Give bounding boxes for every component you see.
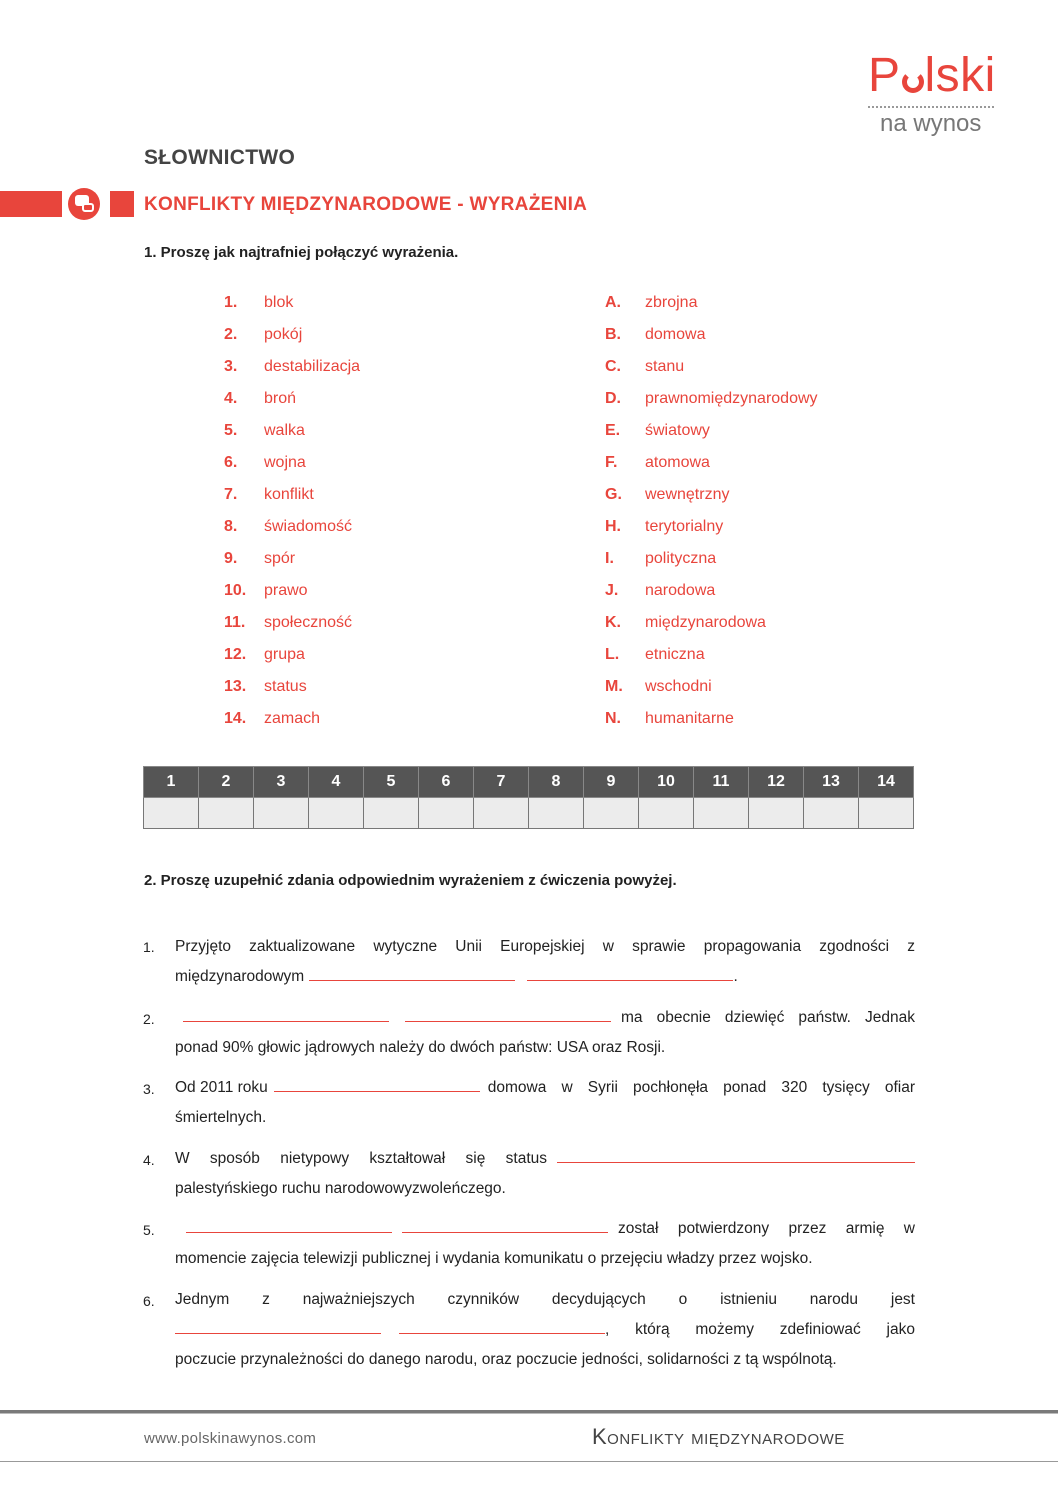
- answer-grid-blank-cell[interactable]: [364, 798, 419, 829]
- list-item-word: zamach: [264, 710, 321, 727]
- answer-grid-header-cell: 1: [144, 767, 199, 798]
- list-item-number: M.: [605, 678, 623, 695]
- logo-wordmark: [868, 49, 1008, 102]
- sentence-6-text: , którą możemy zdefiniować jako: [605, 1321, 915, 1338]
- list-item-word: domowa: [645, 326, 706, 343]
- answer-grid-header-cell: 8: [529, 767, 584, 798]
- sentence-6-line-3: poczucie przynależności do danego narodu, oraz poczucie jedności, solidarności z tą wspólnotą.: [175, 1351, 837, 1368]
- list-item-word: humanitarne: [645, 710, 734, 727]
- list-item-number: J.: [605, 582, 619, 599]
- answer-blank[interactable]: [309, 962, 515, 981]
- list-item-number: 1.: [224, 294, 238, 311]
- sentence-number: 4.: [143, 1152, 155, 1168]
- answer-blank[interactable]: [527, 962, 733, 981]
- accent-band-right: [110, 191, 134, 217]
- answer-blank[interactable]: [186, 1214, 392, 1233]
- list-item-number: 12.: [224, 646, 247, 663]
- sentence-number: 2.: [143, 1011, 155, 1027]
- list-item-word: wewnętrzny: [645, 486, 730, 503]
- answer-grid-header-cell: 9: [584, 767, 639, 798]
- list-item-word: wschodni: [645, 678, 712, 695]
- answer-blank[interactable]: [405, 1003, 611, 1022]
- list-item-word: spór: [264, 550, 296, 567]
- answer-blank[interactable]: [175, 1315, 381, 1334]
- list-item-number: F.: [605, 454, 618, 471]
- sentence-number: 5.: [143, 1222, 155, 1238]
- answer-grid-header-cell: 12: [749, 767, 804, 798]
- sentence-number: 6.: [143, 1293, 155, 1309]
- answer-grid-blank-cell[interactable]: [639, 798, 694, 829]
- list-item-word: prawnomiędzynarodowy: [645, 390, 818, 407]
- list-item-number: 6.: [224, 454, 238, 471]
- exercise2-instruction: 2. Proszę uzupełnić zdania odpowiednim wyrażeniem z ćwiczenia powyżej.: [144, 872, 677, 889]
- list-item-number: K.: [605, 614, 621, 631]
- sentence-6-line-2: [175, 1315, 915, 1345]
- list-item-word: narodowa: [645, 582, 716, 599]
- answer-blank[interactable]: [399, 1315, 605, 1334]
- list-item-word: status: [264, 678, 307, 695]
- list-item-number: 8.: [224, 518, 238, 535]
- list-item-word: blok: [264, 294, 294, 311]
- answer-grid-header-cell: 11: [694, 767, 749, 798]
- footer-title: Konflikty międzynarodowe: [592, 1424, 845, 1449]
- sentence-4-line-2: palestyńskiego ruchu narodowowyzwoleńczego.: [175, 1180, 506, 1197]
- sentence-1: [175, 932, 915, 992]
- list-item-number: 11.: [224, 614, 246, 631]
- exercise1-instruction: 1. Proszę jak najtrafniej połączyć wyrażenia.: [144, 244, 459, 261]
- answer-grid: [143, 766, 914, 829]
- list-item-word: światowy: [645, 422, 710, 439]
- list-item-word: wojna: [264, 454, 306, 471]
- answer-grid-blanks: [144, 798, 914, 829]
- list-item-number: 9.: [224, 550, 238, 567]
- logo-letters-lski: lski: [924, 49, 996, 102]
- answer-grid-blank-cell[interactable]: [859, 798, 914, 829]
- list-item-number: 4.: [224, 390, 238, 407]
- sentence-5-text: został potwierdzony przez armię w: [618, 1220, 915, 1237]
- list-item-word: grupa: [264, 646, 305, 663]
- list-item-word: broń: [264, 390, 297, 407]
- sentence-5-line-1: [175, 1214, 915, 1244]
- list-item-number: 7.: [224, 486, 238, 503]
- sentence-5-line-2: momencie zajęcia telewizji publicznej i wydania komunikatu o przejęciu władzy przez wojsko.: [175, 1250, 813, 1267]
- list-item-number: 2.: [224, 326, 238, 343]
- sentence-4: [175, 1144, 915, 1204]
- answer-blank[interactable]: [183, 1003, 389, 1022]
- answer-grid-blank-cell[interactable]: [309, 798, 364, 829]
- list-item-number: H.: [605, 518, 621, 535]
- sentence-6: [175, 1285, 915, 1375]
- list-item-number: G.: [605, 486, 622, 503]
- answer-grid-blank-cell[interactable]: [419, 798, 474, 829]
- sentence-2-text: ma obecnie dziewięć państw. Jednak: [621, 1009, 915, 1026]
- answer-grid-header-cell: 6: [419, 767, 474, 798]
- topic-title: KONFLIKTY MIĘDZYNARODOWE - WYRAŻENIA: [144, 194, 588, 215]
- list-item-word: społeczność: [264, 614, 353, 631]
- list-item-number: 3.: [224, 358, 238, 375]
- sentence-number: 1.: [143, 939, 155, 955]
- list-item-word: zbrojna: [645, 294, 698, 311]
- list-item-word: destabilizacja: [264, 358, 361, 375]
- right-word-list: [605, 294, 905, 734]
- list-item-word: etniczna: [645, 646, 705, 663]
- answer-grid-blank-cell[interactable]: [529, 798, 584, 829]
- list-item-number: 10.: [224, 582, 247, 599]
- answer-grid-header-cell: 10: [639, 767, 694, 798]
- answer-grid-blank-cell[interactable]: [749, 798, 804, 829]
- answer-grid-header-cell: 14: [859, 767, 914, 798]
- list-item-number: N.: [605, 710, 621, 727]
- answer-grid-header-cell: 4: [309, 767, 364, 798]
- answer-grid-header-cell: 5: [364, 767, 419, 798]
- sentence-6-line-1: Jednym z najważniejszych czynników decydujących o istnieniu narodu jest: [175, 1291, 915, 1308]
- logo-letter-p: P: [868, 49, 901, 102]
- list-item-number: I.: [605, 550, 614, 567]
- list-item-word: stanu: [645, 358, 685, 375]
- answer-blank[interactable]: [557, 1144, 915, 1163]
- logo-tagline: na wynos: [880, 110, 982, 137]
- chat-bubbles-icon: [68, 188, 100, 220]
- footer-url[interactable]: www.polskinawynos.com: [144, 1430, 317, 1447]
- sentence-4-text: W sposób nietypowy kształtował się status: [175, 1150, 547, 1167]
- list-item-number: 14.: [224, 710, 247, 727]
- list-item-number: E.: [605, 422, 621, 439]
- sentence-3-line-1: [175, 1073, 915, 1103]
- logo-o-ring: [902, 71, 924, 93]
- answer-grid-blank-cell[interactable]: [584, 798, 639, 829]
- answer-grid-header-cell: 2: [199, 767, 254, 798]
- list-item-number: C.: [605, 358, 621, 375]
- sentence-number: 3.: [143, 1081, 155, 1097]
- answer-blank[interactable]: [402, 1214, 608, 1233]
- list-item-word: prawo: [264, 582, 308, 599]
- list-item-word: walka: [264, 422, 305, 439]
- answer-grid-header-cell: 13: [804, 767, 859, 798]
- list-item-word: konflikt: [264, 486, 314, 503]
- sentence-1-end: .: [733, 968, 738, 985]
- list-item-word: polityczna: [645, 550, 717, 567]
- section-title: SŁOWNICTWO: [144, 146, 296, 169]
- sentence-3-line-2: śmiertelnych.: [175, 1109, 267, 1126]
- answer-blank[interactable]: [274, 1073, 480, 1092]
- list-item-number: D.: [605, 390, 621, 407]
- answer-grid-header-cell: 3: [254, 767, 309, 798]
- brand-logo: [868, 49, 1008, 138]
- sentence-3-text-pre: Od 2011 roku: [175, 1079, 268, 1096]
- sentence-3-text-post: domowa w Syrii pochłonęła ponad 320 tysięcy ofiar: [487, 1079, 915, 1096]
- sentence-2-line-2: ponad 90% głowic jądrowych należy do dwóch państw: USA oraz Rosji.: [175, 1039, 666, 1056]
- answer-grid-blank-cell[interactable]: [144, 798, 199, 829]
- list-item-word: atomowa: [645, 454, 710, 471]
- sentence-2-line-1: [175, 1003, 915, 1033]
- list-item-number: L.: [605, 646, 620, 663]
- list-item-number: B.: [605, 326, 621, 343]
- sentence-1-line-1: Przyjęto zaktualizowane wytyczne Unii Europejskiej w sprawie propagowania zgodności z: [175, 938, 915, 955]
- sentence-1-line-2: [175, 962, 915, 992]
- list-item-number: 13.: [224, 678, 247, 695]
- list-item-word: międzynarodowa: [645, 614, 766, 631]
- sentence-3: [175, 1073, 915, 1133]
- answer-grid-header-cell: 7: [474, 767, 529, 798]
- list-item-number: 5.: [224, 422, 238, 439]
- left-word-list: [224, 294, 544, 734]
- list-item-word: świadomość: [264, 518, 353, 535]
- list-item-word: terytorialny: [645, 518, 724, 535]
- answer-grid-blank-cell[interactable]: [474, 798, 529, 829]
- answer-grid-header: [144, 767, 914, 798]
- sentence-1-text: międzynarodowym: [175, 968, 305, 985]
- list-item-number: A.: [605, 294, 621, 311]
- accent-band-left: [0, 191, 62, 217]
- answer-grid-blank-cell[interactable]: [199, 798, 254, 829]
- answer-grid-blank-cell[interactable]: [694, 798, 749, 829]
- logo-dotted-divider: [868, 106, 994, 108]
- answer-grid-blank-cell[interactable]: [254, 798, 309, 829]
- sentence-4-line-1: [175, 1144, 915, 1174]
- footer-divider-thin: [0, 1413, 1058, 1414]
- sentence-2: [175, 1003, 915, 1063]
- footer-bottom-rule: [0, 1461, 1058, 1462]
- sentence-5: [175, 1214, 915, 1274]
- list-item-word: pokój: [264, 326, 303, 343]
- answer-grid-blank-cell[interactable]: [804, 798, 859, 829]
